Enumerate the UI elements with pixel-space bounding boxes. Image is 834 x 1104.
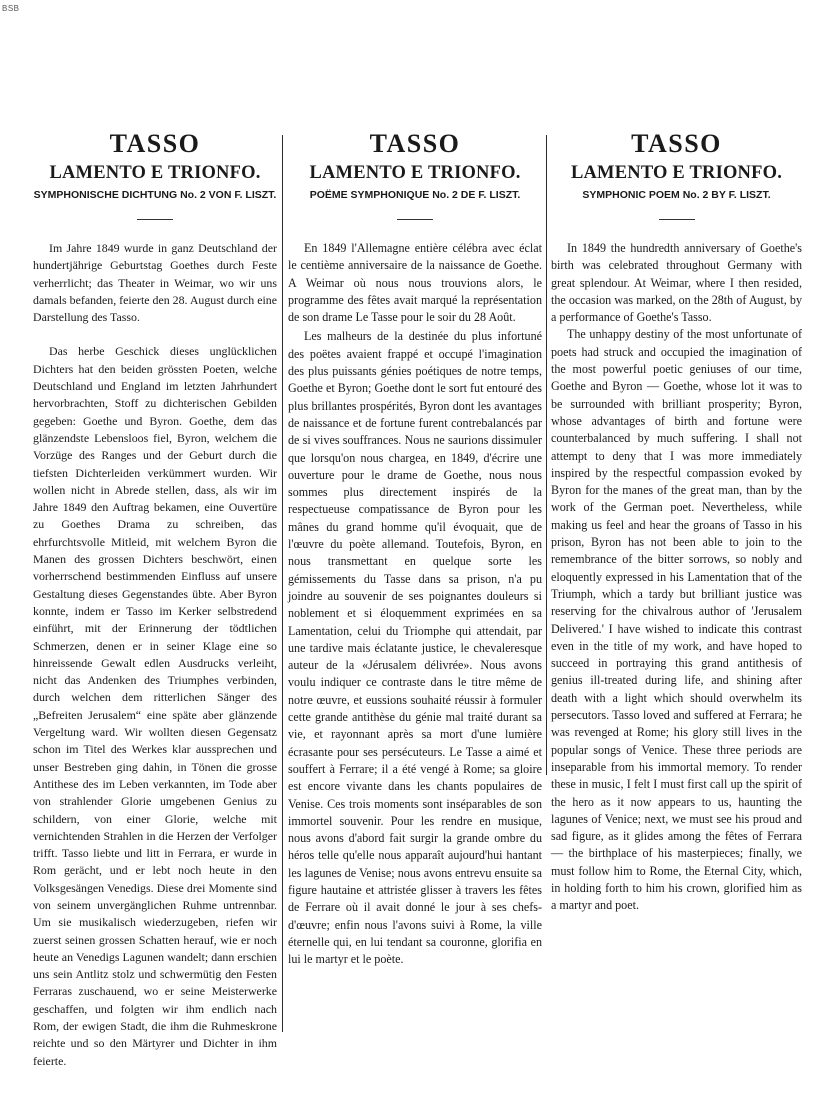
- work-description: SYMPHONIC POEM No. 2 BY F. LISZT.: [582, 189, 771, 201]
- column-title: TASSO: [369, 129, 461, 158]
- german-column: [33, 128, 277, 1070]
- library-stamp: BSB: [2, 4, 20, 13]
- column-subtitle: LAMENTO E TRIONFO.: [49, 163, 261, 183]
- paragraph: Les malheurs de la destinée du plus infortuné des poëtes avaient frappé et occupé l'imagination des plus puissants génies poétiques de notre temps, Goethe et Byron; Goethe dont le sort fut entouré des plus brillantes prospérités, Byron dont les avantages de naissance et de fortune furent contrebalancés par de si vives souffrances. Nous ne saurions dissimuler que lorsqu'on nous chargea, en 1849, d'écrire une ouverture pour le drame de Goethe, nous nous sommes plus directement inspirés de la respectueuse compatissance de Byron pour les mânes du grand homme qu'il évoquait, que de l'œuvre du poète allemand. Toutefois, Byron, en nous transmettant en quelque sorte les gémissements du Tasse dans sa prison, n'a pu joindre au souvenir de ses poignantes douleurs si noblement et si éloquemment exprimées en sa Lamentation, celui du Triomphe qui attendait, par une tardive mais éclatante justice, le chevaleresque auteur de la «Jérusalem délivrée». Nous avons voulu indiquer ce contraste dans le titre même de notre œuvre, et eussions souhaité réussir à formuler cette grande antithèse du génie mal traité durant sa vie, et rayonnant après sa mort d'une lumière écrasante pour ses persécuteurs. Le Tasse a aimé et souffert à Ferrare; il a été vengé à Rome; sa gloire est encore vivante dans les chants populaires de Venise. Ces trois moments sont inséparables de son immortel souvenir. Pour les rendre en musique, nous avons d'abord fait surgir la grande ombre du héros telle qu'elle nous apparaît aujourd'hui hantant les lagunes de Venise; nous avons entrevu ensuite sa figure hautaine et attristée glisser à travers les fêtes de Ferrare où il avait donné le jour à ses chefs-d'œuvre; enfin nous l'avons suivi à Rome, la ville éternelle qui, en lui tendant sa couronne, glorifia en lui le martyr et le poète.: [288, 329, 542, 967]
- paragraph: Im Jahre 1849 wurde in ganz Deutschland der hundertjährige Geburtstag Goethes durch Feste verherrlicht; das Theater in Weimar, wo wir uns damals befanden, feierte den 28. August durch eine Darstellung des Tasso.: [33, 241, 278, 325]
- column-divider: [282, 135, 283, 1032]
- short-rule: [659, 219, 695, 220]
- paragraph: Das herbe Geschick dieses unglücklichen Dichters hat den beiden grössten Poeten, welche Deutschland und England im letzten Jahrhundert hervorbrachten, Stoff zu dichterischen Gebilden gegeben: Goethe und Byron. Goethe, dem das glänzendste Lebensloos fiel, Byron, welchem die Vorzüge des Ranges und der Geburt durch die tiefsten Dichterleiden verkümmert wurden. Wir wollen nicht in Abrede stellen, dass, als wir im Jahre 1849 den Auftrag bekamen, eine Ouvertüre zu Goethes Drama zu schreiben, das ehrfurchtsvolle Mitleid, mit welchem Byron die Manen des grossen Dichters beschwört, einen vorherrschend bestimmenden Einfluss auf unsere Gestaltung dieses Gegenstandes übte. Aber Byron konnte, indem er Tasso im Kerker selbstredend einführt, mit der Erinnerung der tödtlichen Schmerzen, denen er in seiner Klage eine so hinreissende Gewalt edlen Ausdrucks verleiht, nicht das Andenken des Triumphes verbinden, durch welchen dem ritterlichen Sänger des „Befreiten Jerusalem“ eine späte aber glänzende Vergeltung ward. Wir wollten diesen Gegensatz schon im Titel des Werkes klar aussprechen und unser Bestreben ging dahin, in Tönen die grosse Antithese des im Leben verkannten, im Tode aber von strahlender Glorie umgebenen Genius zu schildern, von einer Glorie, welche mit vernichtenden Strahlen in die Herzen der Verfolger trifft. Tasso liebte und litt in Ferrara, er wurde in Rom gerächt, und er lebt noch heute in den Volksgesängen Venedigs. Diese drei Momente sind von seinem unvergänglichen Ruhme untrennbar. Um sie musikalisch wiederzugeben, riefen wir zuerst seinen grossen Schatten herauf, wie er noch heute an Venedigs Lagunen wandelt; dann erschien uns sein Antlitz stolz und schwermütig den Festen Ferraras zuschauend, wo er seine Meisterwerke geschaffen, und folgten wir ihm endlich nach Rom, der ewigen Stadt, die ihm die Ruhmeskrone reichte und so den Märtyrer und Dichter in ihm feierte.: [33, 344, 277, 1068]
- column-title: TASSO: [631, 129, 722, 158]
- paragraph: The unhappy destiny of the most unfortunate of poets had struck and occupied the imagination of the most powerful poetic geniuses of our time, Goethe and Byron — Goethe, whose lot it was to be surrounded with brilliant prosperity; Byron, whose advantages of birth and fortune were counterbalanced by much suffering. I shall not attempt to deny that I was more immediately inspired by the respectful compassion evoked by Byron for the manes of the great man, than by the work of the German poet. Nevertheless, while making us feel and hear the groans of Tasso in his prison, Byron has not been able to join to the remembrance of the bitter sorrows, so nobly and eloquently expressed in his Lamentation that of the Triumph, which a tardy but brilliant justice was reserving for the chivalrous author of 'Jerusalem Delivered.' I have wished to indicate this contrast even in the title of my work, and have hoped to succeed in portraying this grand antithesis of genius ill-treated during life, and shining after death with a light which should overwhelm its persecutors. Tasso loved and suffered at Ferrara; he was revenged at Rome; his glory still lives in the popular songs of Venice. These three periods are inseparable from his immortal memory. To render these in music, I felt I must first call up the spirit of the hero as it now appears to us, haunting the lagunes of Venice; next, we must see his proud and sad figure, as it glides among the fêtes of Ferrara — the birthplace of his masterpieces; finally, we must follow him to Rome, the Eternal City, which, in holding forth to him his crown, glorified him as a martyr and poet.: [551, 327, 802, 913]
- paragraph: In 1849 the hundredth anniversary of Goethe's birth was celebrated throughout Germany with great splendour. At Weimar, where I then resided, the occasion was marked, on the 28th of August, by a performance of Goethe's Tasso.: [551, 241, 802, 325]
- work-description: POËME SYMPHONIQUE No. 2 DE F. LISZT.: [309, 189, 521, 201]
- column-body: [288, 240, 542, 968]
- column-body: [551, 240, 802, 915]
- column-body: [33, 240, 277, 1070]
- column-title: TASSO: [109, 129, 201, 158]
- short-rule: [397, 219, 433, 220]
- french-column: [288, 128, 542, 968]
- column-subtitle: LAMENTO E TRIONFO.: [309, 163, 521, 183]
- short-rule: [137, 219, 173, 220]
- english-column: [551, 128, 802, 915]
- paragraph: En 1849 l'Allemagne entière célébra avec éclat le centième anniversaire de la naissance de Goethe. A Weimar où nous nous trouvions alors, le programme des fêtes avait marqué la représentation de son drame Le Tasse pour le soir du 28 Août.: [288, 241, 542, 325]
- column-subtitle: LAMENTO E TRIONFO.: [570, 163, 783, 183]
- column-divider: [546, 135, 547, 775]
- work-description: SYMPHONISCHE DICHTUNG No. 2 VON F. LISZT.: [33, 189, 277, 201]
